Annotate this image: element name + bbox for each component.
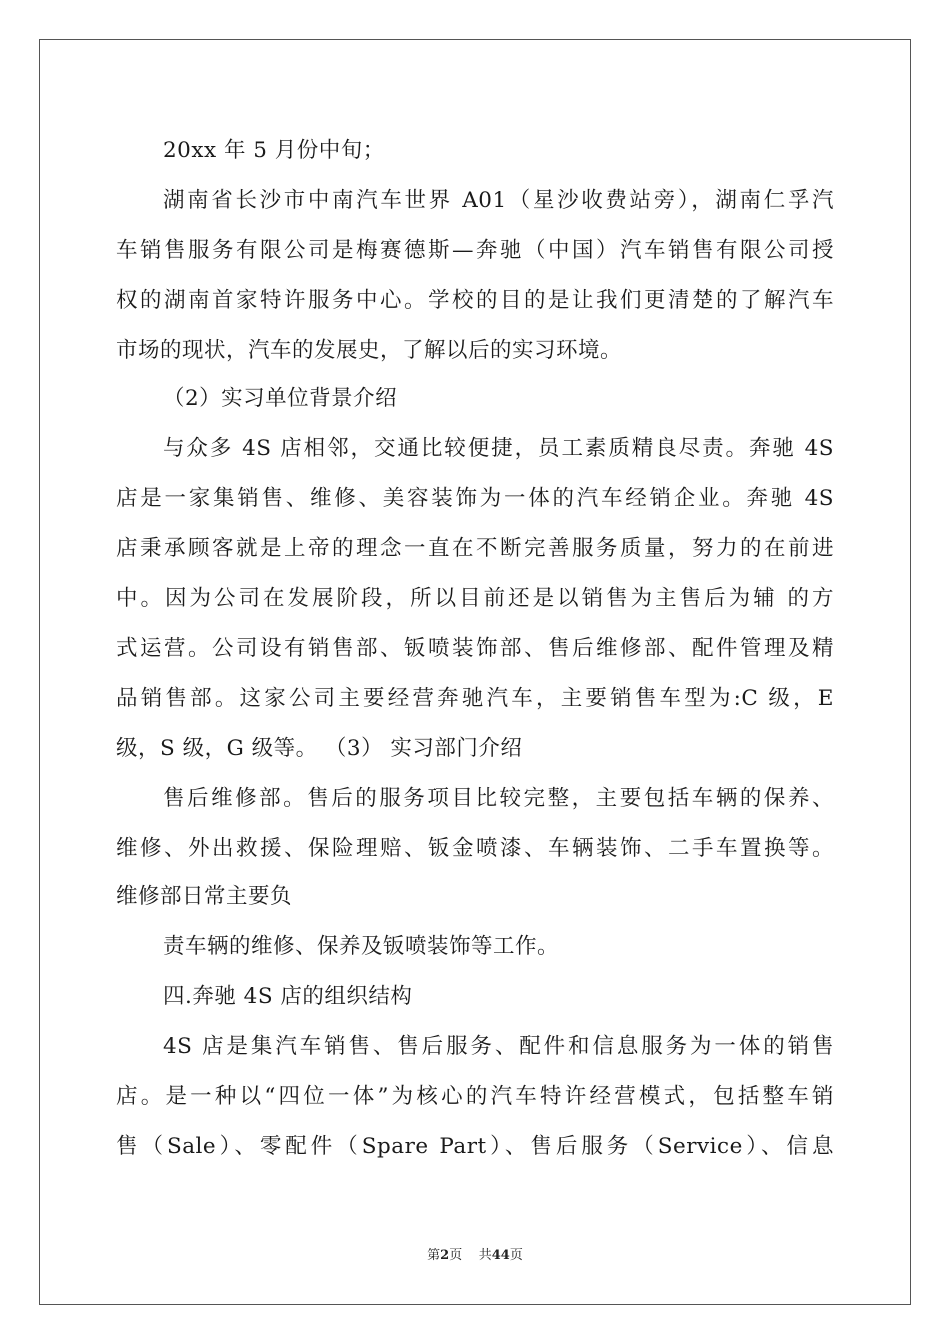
text-line: 市场的现状，汽车的发展史，了解以后的实习环境。 xyxy=(116,338,623,363)
text-line: 式运营。公司设有销售部、钣喷装饰部、售后维修部、配件管理及精 xyxy=(116,636,834,661)
text-line: 维修、外出救援、保险理赔、钣金喷漆、车辆装饰、二手车置换等。 xyxy=(116,836,834,861)
text-line: 品销售部。这家公司主要经营奔驰汽车，主要销售车型为:C 级，E xyxy=(116,686,834,711)
text-line: 中。因为公司在发展阶段，所以目前还是以销售为主售后为辅 的方 xyxy=(116,586,834,611)
text-line: 售（Sale）、零配件（Spare Part）、售后服务（Service）、信息 xyxy=(116,1134,834,1159)
page-footer xyxy=(0,1247,950,1265)
text-line: 湖南省长沙市中南汽车世界 A01（星沙收费站旁），湖南仁孚汽 xyxy=(163,188,834,213)
page-border xyxy=(39,39,911,1305)
page-suffix: 页 xyxy=(449,1248,463,1263)
text-line: 4S 店是集汽车销售、售后服务、配件和信息服务为一体的销售 xyxy=(163,1034,834,1059)
section-heading: 四.奔驰 4S 店的组织结构 xyxy=(163,984,413,1009)
section-heading: （2）实习单位背景介绍 xyxy=(163,386,398,411)
text-line: 店秉承顾客就是上帝的理念一直在不断完善服务质量，努力的在前进 xyxy=(116,536,834,561)
total-suffix: 页 xyxy=(509,1248,523,1263)
page-number: 2 xyxy=(440,1248,450,1263)
page-prefix: 第 xyxy=(427,1248,441,1263)
text-line: 车销售服务有限公司是梅赛德斯—奔驰（中国）汽车销售有限公司授 xyxy=(116,238,834,263)
text-line: 售后维修部。售后的服务项目比较完整，主要包括车辆的保养、 xyxy=(163,786,834,811)
total-pages: 44 xyxy=(491,1248,510,1263)
text-line: 责车辆的维修、保养及钣喷装饰等工作。 xyxy=(163,934,560,959)
text-line: 20xx 年 5 月份中旬； xyxy=(163,138,385,163)
text-line: 级，S 级，G 级等。 （3） 实习部门介绍 xyxy=(116,736,523,761)
text-line: 与众多 4S 店相邻，交通比较便捷，员工素质精良尽责。奔驰 4S xyxy=(163,436,834,461)
text-line: 维修部日常主要负 xyxy=(116,884,293,909)
total-prefix: 共 xyxy=(478,1248,492,1263)
text-line: 店是一家集销售、维修、美容装饰为一体的汽车经销企业。奔驰 4S xyxy=(116,486,834,511)
text-line: 店。是一种以“四位一体”为核心的汽车特许经营模式，包括整车销 xyxy=(116,1084,834,1109)
text-line: 权的湖南首家特许服务中心。学校的目的是让我们更清楚的了解汽车 xyxy=(116,288,834,313)
